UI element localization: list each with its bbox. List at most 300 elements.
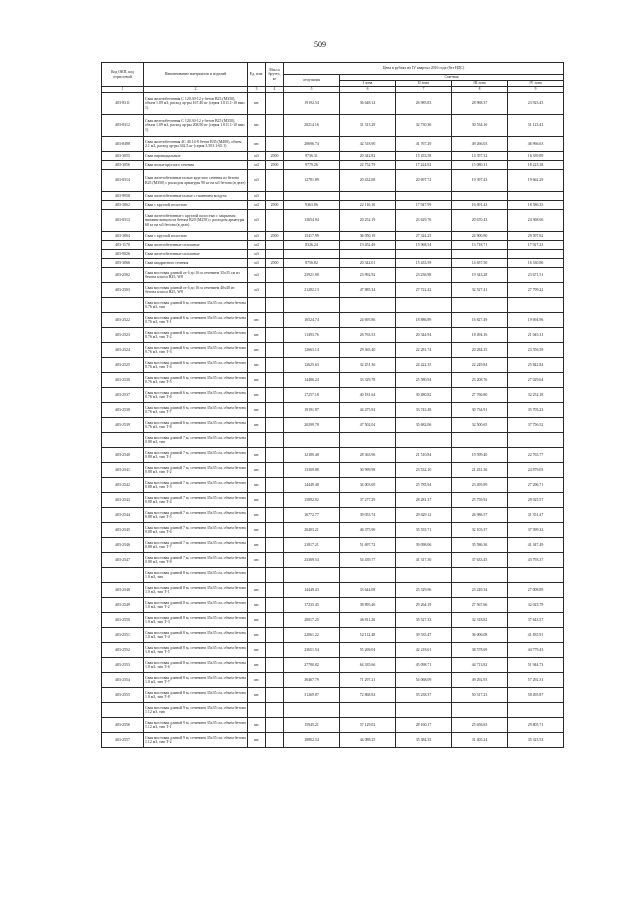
table-cell-name: Свая мостовая длиной 8 м, сечением 35х35 см, объем бетона 1.0 м3, тип (144, 568, 248, 583)
table-cell-zone-4: 58 495.87 (508, 688, 564, 703)
table-cell-release-price: 19192.54 (284, 93, 340, 115)
table-cell-zone-1: 20 342.82 (340, 152, 396, 161)
table-cell-unit: шт. (248, 463, 266, 478)
table-cell-zone-4 (508, 298, 564, 313)
column-index: 9 (508, 87, 564, 93)
table-cell-zone-3: 32 527.41 (452, 283, 508, 298)
table-cell-release-price: 15892.92 (284, 493, 340, 508)
table-cell-zone-1: 33 644.08 (340, 583, 396, 598)
table-cell-zone-4: 16 330.86 (508, 259, 564, 268)
table-cell-release-price (284, 433, 340, 448)
table-cell-mass (266, 448, 284, 463)
table-cell-name: Свая мостовая длиной 7 м, сечением 35х35 см, объем бетона 0.88 м3, тип Т-2 (144, 463, 248, 478)
table-cell-zone-1: 20 342.01 (340, 259, 396, 268)
table-cell-zone-1: 26 763.53 (340, 328, 396, 343)
table-cell-zone-1: 39 053.74 (340, 508, 396, 523)
table-cell-zone-4: 37 643.57 (508, 613, 564, 628)
table-cell-unit: м3 (248, 152, 266, 161)
table-row (102, 433, 564, 448)
column-index: 5 (284, 87, 340, 93)
table-cell-zone-4: 37 399.32 (508, 523, 564, 538)
table-cell-zone-2: 39 098.06 (396, 538, 452, 553)
table-cell-zone-1: 37 129.02 (340, 718, 396, 733)
table-cell-zone-3 (452, 250, 508, 259)
table-cell-mass (266, 643, 284, 658)
table-row (102, 643, 564, 658)
table-cell-zone-3: 15 080.31 (452, 161, 508, 170)
table-cell-zone-3: 20 670.43 (452, 210, 508, 232)
table-cell-name: Свая мостовая длиной 8 м, сечением 35х35 см, объем бетона 1.0 м3, тип Т-7 (144, 673, 248, 688)
table-cell-zone-2: 39 535.47 (396, 628, 452, 643)
table-cell-mass (266, 568, 284, 583)
table-cell-zone-3 (452, 192, 508, 201)
table-cell-name: Свая мостовая длиной 7 м, сечением 35х35 см, объем бетона 0.88 м3, тип Т-7 (144, 538, 248, 553)
column-index: 8 (452, 87, 508, 93)
table-cell-mass (266, 192, 284, 201)
table-cell-code: 403-2547 (102, 553, 144, 568)
table-row (102, 298, 564, 313)
table-cell-unit: шт. (248, 583, 266, 598)
table-cell-name: Свая мостовая длиной 7 м, сечением 35х35 см, объем бетона 0.88 м3, тип Т-6 (144, 523, 248, 538)
table-cell-zone-2 (396, 250, 452, 259)
table-cell-zone-4: 51 944.73 (508, 658, 564, 673)
table-cell-zone-2: 15 433.58 (396, 152, 452, 161)
table-cell-zone-3: 23 249.34 (452, 583, 508, 598)
table-cell-zone-4: 27 029.64 (508, 373, 564, 388)
table-cell-zone-3 (452, 433, 508, 448)
table-cell-code: 403-3055 (102, 152, 144, 161)
table-cell-zone-4: 31 123.41 (508, 115, 564, 137)
table-cell-name: Свая мостовая длиной 8 м, сечением 35х35 см, объем бетона 1.0 м3, тип Т-8 (144, 688, 248, 703)
table-cell-release-price: 27780.82 (284, 658, 340, 673)
table-cell-zone-3: 14 357.32 (452, 152, 508, 161)
table-cell-mass: 2500 (266, 232, 284, 241)
table-cell-release-price: 30467.79 (284, 673, 340, 688)
table-cell-release-price: 15945.21 (284, 718, 340, 733)
table-cell-unit: м3 (248, 250, 266, 259)
table-cell-zone-1: 44 088.25 (340, 733, 396, 748)
table-row (102, 553, 564, 568)
table-cell-release-price: 16772.77 (284, 508, 340, 523)
table-cell-unit: шт. (248, 733, 266, 748)
table-cell-unit: шт. (248, 718, 266, 733)
table-cell-mass (266, 733, 284, 748)
table-row (102, 137, 564, 152)
table-cell-zone-3: 44 713.82 (452, 658, 508, 673)
table-row (102, 538, 564, 553)
table-cell-mass (266, 433, 284, 448)
table-cell-zone-3: 35 586.36 (452, 538, 508, 553)
table-cell-code: 403-2544 (102, 508, 144, 523)
table-cell-mass (266, 137, 284, 152)
table-cell-zone-3: 32 103.37 (452, 523, 508, 538)
table-cell-unit: шт. (248, 553, 266, 568)
table-cell-release-price: 12663.14 (284, 343, 340, 358)
table-cell-name: Свая железобетонная 4С 40.14-8 бетон В35 (М400), объем 2.1 м3, расход ар-ры 342.5 кг (серия 3.503.1-65.1) (144, 137, 248, 152)
table-cell-unit: м3 (248, 268, 266, 283)
table-cell-code: 403-2503 (102, 283, 144, 298)
table-row (102, 733, 564, 748)
table-cell-zone-1: 55 269.04 (340, 643, 396, 658)
table-cell-mass (266, 170, 284, 192)
table-cell-zone-4 (508, 250, 564, 259)
table-cell-zone-4: 24 368.66 (508, 210, 564, 232)
table-cell-zone-2: 27 722.42 (396, 283, 452, 298)
table-cell-zone-2: 33 743.48 (396, 403, 452, 418)
table-cell-code: 403-2551 (102, 628, 144, 643)
table-cell-release-price: 20299.78 (284, 418, 340, 433)
table-cell-zone-2: 26 985.83 (396, 93, 452, 115)
table-cell-zone-1: 51 697.72 (340, 538, 396, 553)
header-zone-1: I зона (340, 81, 396, 87)
table-cell-zone-2 (396, 192, 452, 201)
table-cell-mass (266, 523, 284, 538)
table-cell-zone-1: 64 335.66 (340, 658, 396, 673)
table-cell-release-price: 17257.18 (284, 388, 340, 403)
table-cell-zone-4: 27 799.22 (508, 283, 564, 298)
table-cell-zone-1: 44 475.92 (340, 403, 396, 418)
table-cell-zone-4 (508, 192, 564, 201)
table-cell-zone-1: 46 811.26 (340, 613, 396, 628)
table-cell-zone-4: 32 023.79 (508, 598, 564, 613)
table-cell-mass (266, 583, 284, 598)
table-cell-release-price: 14486.24 (284, 373, 340, 388)
table-cell-zone-4: 19 662.29 (508, 170, 564, 192)
table-cell-release-price: 28696.74 (284, 137, 340, 152)
table-cell-mass (266, 628, 284, 643)
table-cell-zone-1: 20 432.68 (340, 170, 396, 192)
table-cell-unit: шт. (248, 448, 266, 463)
table-cell-name: Свая мостовая длиной 9 м, сечением 35х35 см, объем бетона 1.12 м3, тип Т-2 (144, 733, 248, 748)
table-cell-release-price: 18802.54 (284, 733, 340, 748)
table-cell-zone-1: 32 251.36 (340, 358, 396, 373)
table-cell-zone-2: 15 433.59 (396, 259, 452, 268)
table-cell-unit: шт. (248, 115, 266, 137)
table-row (102, 373, 564, 388)
table-cell-zone-2: 29 264.19 (396, 598, 452, 613)
table-cell-unit: м3 (248, 201, 266, 210)
table-cell-release-price: 9779.26 (284, 161, 340, 170)
table-cell-zone-2: 17 947.99 (396, 201, 452, 210)
table-cell-zone-1 (340, 192, 396, 201)
table-cell-code: 403-2541 (102, 463, 144, 478)
table-row (102, 493, 564, 508)
table-cell-zone-4: 24 879.03 (508, 463, 564, 478)
table-cell-zone-1 (340, 568, 396, 583)
table-cell-unit: шт. (248, 418, 266, 433)
table-cell-code: 403-3056 (102, 161, 144, 170)
table-cell-mass (266, 388, 284, 403)
table-cell-unit: шт. (248, 613, 266, 628)
table-cell-zone-4: 16 339.89 (508, 152, 564, 161)
table-cell-name: Свая мостовая длиной 6 м, сечением 35х35 см, объем бетона 0.76 м3, тип Т-2 (144, 328, 248, 343)
table-cell-unit (248, 703, 266, 718)
table-cell-mass (266, 283, 284, 298)
table-cell-unit: шт. (248, 478, 266, 493)
table-row (102, 703, 564, 718)
table-cell-name: Свая мостовая длиной 8 м, сечением 35х35 см, объем бетона 1.0 м3, тип Т-3 (144, 613, 248, 628)
column-index: 1 (102, 87, 144, 93)
table-cell-mass (266, 493, 284, 508)
table-cell-zone-2: 18 886.89 (396, 313, 452, 328)
table-cell-zone-3: 28 968.37 (452, 93, 508, 115)
table-cell-name: Свая мостовая длиной от 6 до 16 м сечением 40х40 из бетона класса В25, W8 (144, 283, 248, 298)
table-cell-mass (266, 358, 284, 373)
table-cell-name: Свая мостовая длиной 8 м, сечением 35х35 см, объем бетона 1.0 м3, тип Т-1 (144, 583, 248, 598)
table-cell-code: 403-2543 (102, 493, 144, 508)
table-cell-mass (266, 343, 284, 358)
table-cell-mass: 2500 (266, 152, 284, 161)
table-cell-mass (266, 658, 284, 673)
table-cell-zone-4: 23 923.45 (508, 93, 564, 115)
table-cell-zone-3: 24 900.90 (452, 232, 508, 241)
table-cell-zone-1: 47 885.34 (340, 283, 396, 298)
table-cell-unit (248, 433, 266, 448)
table-cell-mass (266, 373, 284, 388)
table-cell-mass (266, 298, 284, 313)
table-cell-zone-2: 42 218.61 (396, 643, 452, 658)
table-cell-release-price: 12781.89 (284, 170, 340, 192)
table-cell-name: Свая мостовая длиной 8 м, сечением 35х35 см, объем бетона 1.0 м3, тип Т-6 (144, 658, 248, 673)
table-cell-name: Свая мостовая длиной 6 м, сечением 35х35 см, объем бетона 0.76 м3, тип Т-4 (144, 358, 248, 373)
table-cell-code: 403-3066 (102, 259, 144, 268)
table-cell-name: Свая мостовая длиной 8 м, сечением 35х35 см, объем бетона 1.0 м3, тип Т-4 (144, 628, 248, 643)
table-cell-zone-3: 23 208.76 (452, 373, 508, 388)
table-cell-release-price: 12180.48 (284, 448, 340, 463)
table-cell-name: Свая мостовая длиной 6 м, сечением 35х35 см, объем бетона 0.76 м3, тип (144, 298, 248, 313)
table-cell-mass: 2500 (266, 201, 284, 210)
table-cell-zone-4: 23 556.59 (508, 343, 564, 358)
table-row (102, 93, 564, 115)
table-row (102, 463, 564, 478)
table-cell-release-price: 21282.13 (284, 283, 340, 298)
table-row (102, 628, 564, 643)
table-cell-zone-4: 41 835.91 (508, 628, 564, 643)
header-mass: Масса брутто, кг (266, 63, 284, 87)
table-cell-code: 403-1170 (102, 241, 144, 250)
table-cell-unit: шт. (248, 358, 266, 373)
table-cell-name: Свая мостовая длиной 6 м, сечением 35х35 см, объем бетона 0.76 м3, тип Т-1 (144, 313, 248, 328)
table-cell-zone-2: 41 317.30 (396, 553, 452, 568)
table-cell-mass (266, 598, 284, 613)
table-cell-unit: шт. (248, 538, 266, 553)
table-row (102, 658, 564, 673)
table-cell-zone-4: 46 966.63 (508, 137, 564, 152)
table-cell-name: Свая железобетонная С 120.30-12 у бетон В25 (М350), объем 1.09 м3, расход ар-ры 208.90 кг (серия 1.011.1-10 вып. 1) (144, 115, 248, 137)
table-cell-zone-2: 35 527.33 (396, 613, 452, 628)
table-cell-mass (266, 688, 284, 703)
table-row (102, 259, 564, 268)
table-cell-zone-4: 29 597.62 (508, 232, 564, 241)
table-cell-zone-4: 37 756.52 (508, 418, 564, 433)
table-cell-mass (266, 703, 284, 718)
table-cell-mass (266, 115, 284, 137)
table-cell-zone-3: 19 397.43 (452, 170, 508, 192)
table-cell-zone-4: 41 347.49 (508, 538, 564, 553)
header-estimate: Сметная (340, 75, 564, 81)
table-cell-unit: м3 (248, 161, 266, 170)
table-cell-mass (266, 718, 284, 733)
table-cell-zone-2: 22 281.74 (396, 343, 452, 358)
table-cell-zone-1: 23 992.92 (340, 268, 396, 283)
table-cell-code (102, 568, 144, 583)
table-row (102, 613, 564, 628)
table-row (102, 210, 564, 232)
table-row (102, 523, 564, 538)
table-cell-zone-2: 20 697.72 (396, 170, 452, 192)
table-cell-name: Сваи железобетонные полые круглого сечения из бетона В25 (М350) с расходом арматуры 90 кг на м3 бетона (в деле) (144, 170, 248, 192)
table-cell-zone-1: 29 365.40 (340, 343, 396, 358)
table-cell-zone-2 (396, 703, 452, 718)
table-cell-zone-2: 21 510.84 (396, 448, 452, 463)
table-cell-mass (266, 538, 284, 553)
table-cell-mass (266, 613, 284, 628)
column-index: 3 (248, 87, 266, 93)
table-cell-name: Свая железобетонная С 120.30-12 у бетон В25 (М350), объем 1.09 м3, расход ар-ры 167.40 кг (серия 1.011.1-10 вып. 1) (144, 93, 248, 115)
table-cell-zone-4: 35 705.23 (508, 403, 564, 418)
table-cell-mass (266, 268, 284, 283)
table-cell-zone-2: 27 324.25 (396, 232, 452, 241)
table-cell-release-price: 23921.90 (284, 268, 340, 283)
table-cell-unit: м3 (248, 192, 266, 201)
table-cell-zone-3: 20 284.35 (452, 343, 508, 358)
table-cell-release-price: 9363.86 (284, 201, 340, 210)
table-cell-name: Сваи железобетонные сплошные (144, 250, 248, 259)
table-row (102, 232, 564, 241)
table-cell-zone-4 (508, 433, 564, 448)
table-cell-zone-3: 21 431.36 (452, 463, 508, 478)
column-index: 6 (340, 87, 396, 93)
table-cell-release-price (284, 568, 340, 583)
table-cell-code: 403-2555 (102, 688, 144, 703)
table-cell-zone-4: 35 323.53 (508, 733, 564, 748)
table-row (102, 192, 564, 201)
table-cell-zone-3: 32 318.82 (452, 613, 508, 628)
table-cell-zone-2: 35 682.06 (396, 418, 452, 433)
table-row (102, 673, 564, 688)
table-row (102, 568, 564, 583)
table-row (102, 688, 564, 703)
table-cell-zone-3: 37 633.45 (452, 553, 508, 568)
header-code: Код ОКП, код отраслевой (102, 63, 144, 87)
table-cell-zone-3: 14 657.50 (452, 259, 508, 268)
table-cell-zone-1: 34 003.69 (340, 478, 396, 493)
table-cell-zone-3: 38 578.69 (452, 643, 508, 658)
table-cell-name: Свая мостовая длиной 6 м, сечением 35х35 см, объем бетона 0.76 м3, тип Т-7 (144, 403, 248, 418)
page-number: 509 (314, 40, 326, 49)
table-cell-zone-3: 26 986.57 (452, 508, 508, 523)
table-cell-zone-2 (396, 433, 452, 448)
table-cell-unit: шт. (248, 93, 266, 115)
table-cell-zone-3: 16 827.49 (452, 313, 508, 328)
table-cell-unit: шт. (248, 508, 266, 523)
table-cell-unit: м3 (248, 170, 266, 192)
table-cell-zone-3: 27 567.66 (452, 598, 508, 613)
table-cell-release-price: 13309.88 (284, 463, 340, 478)
header-release: отпускная (284, 75, 340, 87)
table-cell-zone-4: 21 045.31 (508, 328, 564, 343)
table-cell-zone-4: 19 694.96 (508, 313, 564, 328)
table-cell-code: 403-2523 (102, 328, 144, 343)
table-cell-code: 403-2530 (102, 373, 144, 388)
table-cell-zone-1: 24 695.86 (340, 313, 396, 328)
table-cell-zone-1: 47 502.04 (340, 418, 396, 433)
table-cell-zone-3: 16 491.43 (452, 201, 508, 210)
table-row (102, 343, 564, 358)
table-cell-mass (266, 508, 284, 523)
table-cell-release-price: 20017.25 (284, 613, 340, 628)
table-cell-release-price: 20214.16 (284, 115, 340, 137)
table-cell-zone-1: 31 313.29 (340, 115, 396, 137)
table-cell-zone-4: 22 763.77 (508, 448, 564, 463)
table-cell-zone-2: 29 629.12 (396, 508, 452, 523)
table-cell-unit (248, 568, 266, 583)
table-cell-zone-4: 18 586.35 (508, 201, 564, 210)
table-cell-zone-1: 22 752.79 (340, 161, 396, 170)
table-row (102, 152, 564, 161)
table-cell-unit (248, 298, 266, 313)
table-cell-code (102, 298, 144, 313)
table-cell-unit: м3 (248, 283, 266, 298)
table-cell-unit: м3 (248, 241, 266, 250)
table-cell-name: Сваи железобетонные полые с гашением воздуха (144, 192, 248, 201)
table-cell-name: Свая мостовая длиной 6 м, сечением 35х35 см, объем бетона 0.76 м3, тип Т-8 (144, 418, 248, 433)
table-cell-code: 403-2524 (102, 343, 144, 358)
table-row (102, 418, 564, 433)
table-row (102, 201, 564, 210)
column-index: 7 (396, 87, 452, 93)
table-cell-zone-3: 30 734.91 (452, 403, 508, 418)
table-cell-mass: 2500 (266, 161, 284, 170)
table-cell-name: Свая мостовая длиной от 6 до 16 м сечением 35х35 см из бетона класса В25, W8 (144, 268, 248, 283)
table-cell-zone-4: 23 671.51 (508, 268, 564, 283)
table-cell-zone-1 (340, 250, 396, 259)
table-cell-unit: м3 (248, 210, 266, 232)
table-cell-zone-4: 43 793.37 (508, 553, 564, 568)
table-row (102, 268, 564, 283)
header-unit: Ед. изм. (248, 63, 266, 87)
table-cell-zone-3: 22 249.84 (452, 358, 508, 373)
table-cell-code: 403-2540 (102, 448, 144, 463)
table-cell-release-price: 22061.22 (284, 628, 340, 643)
table-cell-name: Свая мостовая длиной 8 м, сечением 35х35 см, объем бетона 1.0 м3, тип Т-5 (144, 643, 248, 658)
table-cell-code: 403-2502 (102, 268, 144, 283)
table-cell-name: Сваи железобетонные с круглой полостью с закрытым нижним концом из бетона В20 (М250) с расходом арматуры 60 кг на м3 бетона (в деле) (144, 210, 248, 232)
table-cell-zone-4: 44 779.43 (508, 643, 564, 658)
table-cell-unit: шт. (248, 673, 266, 688)
table-cell-zone-4: 29 925.57 (508, 493, 564, 508)
table-cell-zone-2 (396, 298, 452, 313)
table-cell-zone-4: 17 927.23 (508, 241, 564, 250)
table-cell-unit: шт. (248, 643, 266, 658)
table-cell-zone-3: 32 500.65 (452, 418, 508, 433)
table-cell-name: Свая мостовая длиной 6 м, сечением 35х35 см, объем бетона 0.76 м3, тип Т-6 (144, 388, 248, 403)
table-cell-release-price: 8756.82 (284, 259, 340, 268)
table-cell-mass (266, 403, 284, 418)
table-cell-release-price: 15417.99 (284, 232, 340, 241)
header-zone-2: II зона (396, 81, 452, 87)
table-cell-code: 403-2557 (102, 733, 144, 748)
table-cell-zone-3: 36 006.08 (452, 628, 508, 643)
table-cell-zone-2: 28 160.17 (396, 718, 452, 733)
table-cell-release-price: 14449.43 (284, 583, 340, 598)
table-cell-code: 403-2545 (102, 523, 144, 538)
table-cell-code: 403-3062 (102, 201, 144, 210)
table-row (102, 250, 564, 259)
table-cell-code: 403-2522 (102, 313, 144, 328)
table-cell-code: 403-3064 (102, 232, 144, 241)
table-cell-code: 403-2550 (102, 613, 144, 628)
